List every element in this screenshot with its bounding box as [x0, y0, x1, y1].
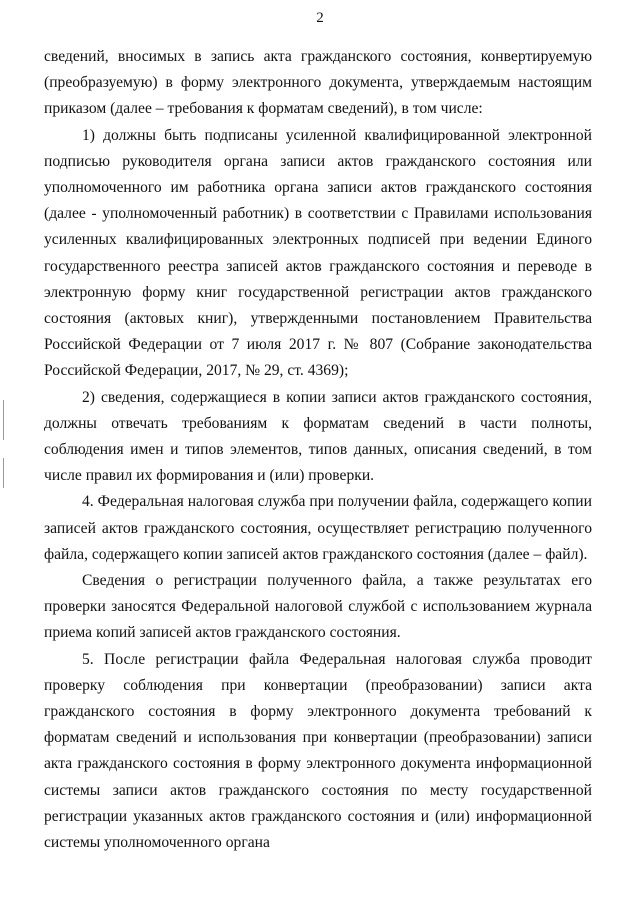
paragraph-item-2: 2) сведения, содержащиеся в копии записи актов гражданского состояния, должны отвечать требованиям к форматам сведений в части полноты, соблюдения имен и типов элементов, типов данных, описания сведений, в том числе правил их формирования и (или) проверки.: [44, 388, 592, 485]
paragraph-registration-info: Сведения о регистрации полученного файла, а также результатах его проверки заносятся Федеральной налоговой службой с использованием журнала приема копий записей актов гражданского состояния.: [44, 572, 592, 642]
document-body: [44, 44, 592, 856]
paragraph-continuation: сведений, вносимых в запись акта гражданского состояния, конвертируемую (преобразуемую) в форму электронного документа, утверждаемым настоящим приказом (далее – требования к форматам сведений), в том числе:: [44, 48, 592, 118]
scan-edge-mark: [3, 458, 4, 488]
paragraph-section-4: 4. Федеральная налоговая служба при получении файла, содержащего копии записей актов гражданского состояния, осуществляет регистрацию полученного файла, содержащего копии записей актов гражданского состояния (далее – файл).: [44, 493, 592, 563]
scan-edge-mark: [3, 400, 4, 440]
paragraph-section-5: 5. После регистрации файла Федеральная налоговая служба проводит проверку соблюдения при конвертации (преобразовании) записи акта гражданского состояния в форму электронного документа требований к форматам сведений и использования при конвертации (преобразовании) записи акта гражданского состояния в форму электронного документа информационной системы записи актов гражданского состояния по месту государственной регистрации указанных актов гражданского состояния и (или) информационной системы уполномоченного органа: [44, 650, 592, 852]
page-number: 2: [316, 10, 324, 26]
paragraph-item-1: 1) должны быть подписаны усиленной квалифицированной электронной подписью руководителя органа записи актов гражданского состояния или уполномоченного им работника органа записи актов гражданского состояния (далее - уполномоченный работник) в соответствии с Правилами использования усиленных квалифицированных электронных подписей при ведении Единого государственного реестра записей актов гражданского состояния и переводе в электронную форму книг государственной регистрации актов гражданского состояния (актовых книг), утвержденными постановлением Правительства Российской Федерации от 7 июля 2017 г. № 807 (Собрание законодательства Российской Федерации, 2017, № 29, ст. 4369);: [44, 126, 592, 380]
